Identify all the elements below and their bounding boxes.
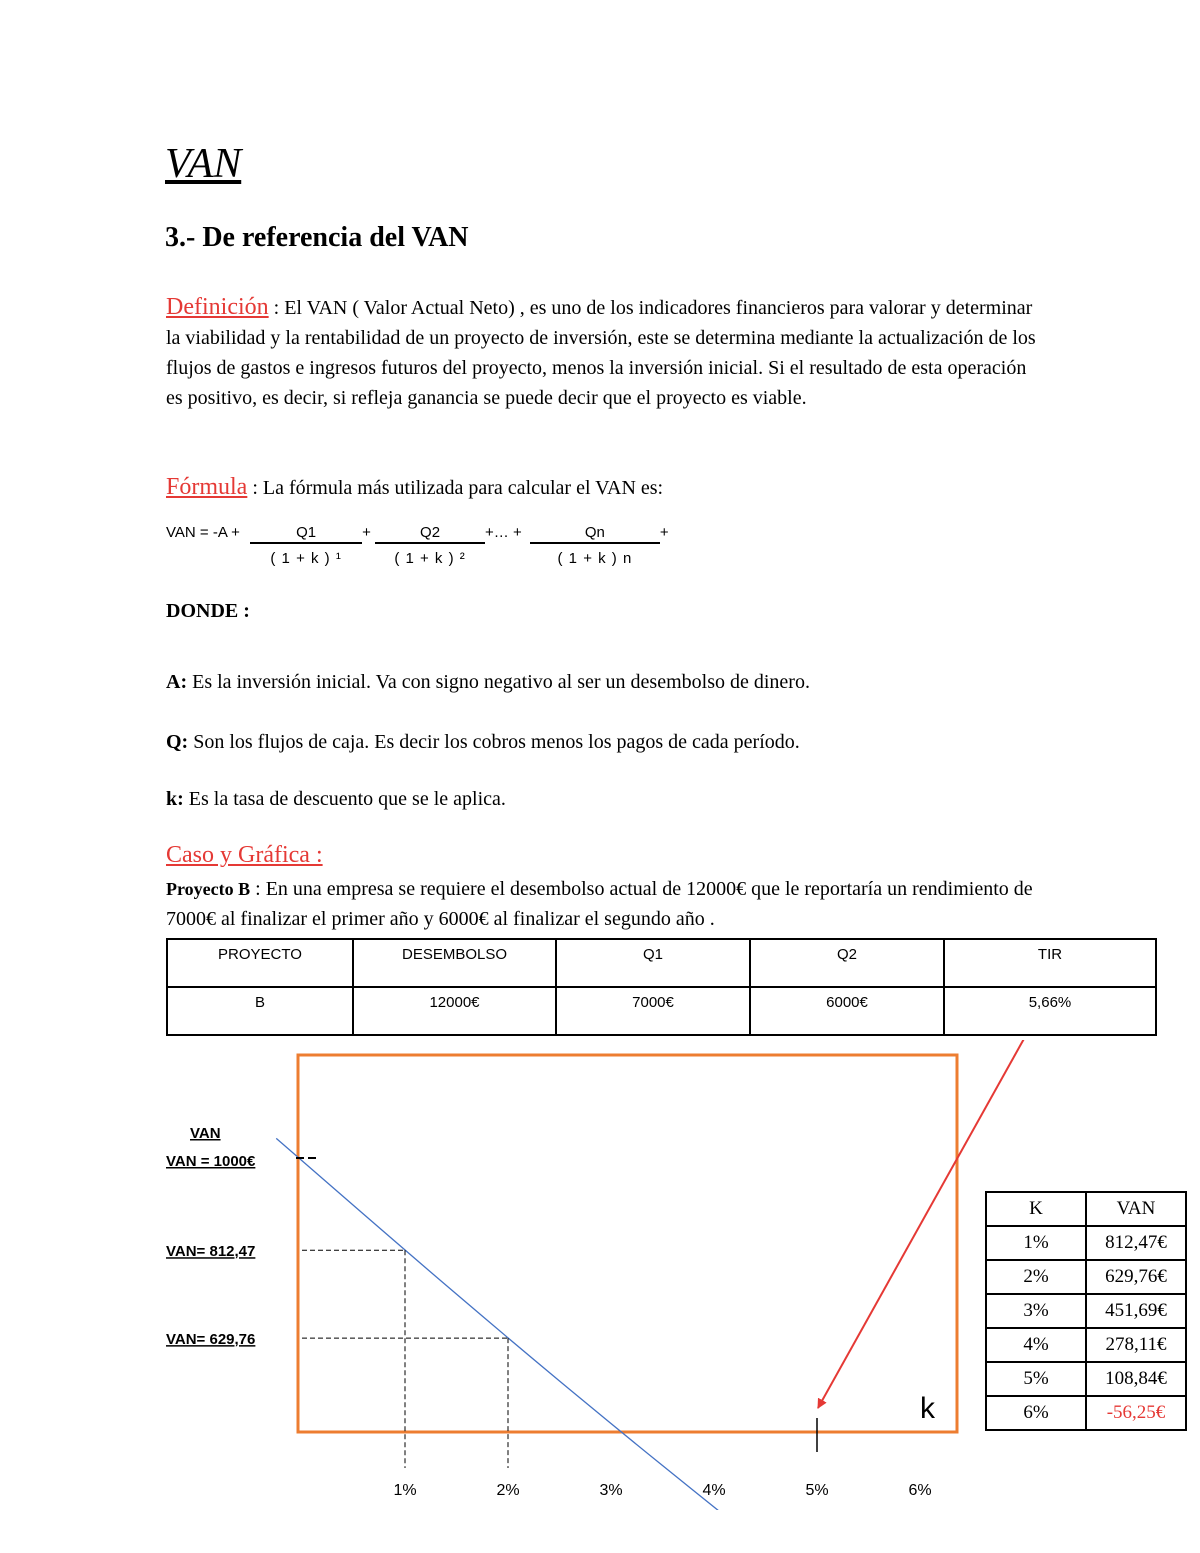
x-tick-label: 5% (805, 1482, 829, 1499)
project-label: Proyecto B (166, 879, 251, 899)
variable-description: Son los flujos de caja. Es decir los cobros menos los pagos de cada período. (188, 731, 800, 753)
table-header-cell: DESEMBOLSO (353, 939, 556, 987)
table-cell: 12000€ (353, 987, 556, 1035)
table-cell: 2% (986, 1260, 1086, 1294)
project-text: : En una empresa se requiere el desembolso actual de 12000€ que le reportaría un rendimiento de 7000€ al finalizar el primer año y 6000€ al finalizar el segundo año . (166, 878, 1033, 930)
x-tick-label: 1% (393, 1482, 417, 1499)
y-axis-label: VAN= 629,76 (166, 1331, 256, 1349)
table-header-row (986, 1192, 1186, 1226)
variable-key: Q: (166, 731, 189, 753)
table-cell: 7000€ (556, 987, 750, 1035)
variable-key: A: (166, 671, 188, 693)
van-curve-line (276, 1138, 913, 1510)
table-cell: 6% (986, 1396, 1086, 1430)
table-row (986, 1226, 1186, 1260)
definition-paragraph (166, 292, 1046, 413)
table-header-cell: Q1 (556, 939, 750, 987)
formula-operator: + (362, 524, 371, 541)
table-cell-van: -56,25€ (1086, 1396, 1186, 1430)
table-row (986, 1328, 1186, 1362)
table-cell: 6000€ (750, 987, 944, 1035)
formula-term-1 (250, 524, 362, 567)
x-tick-label: 6% (908, 1482, 932, 1499)
table-row (986, 1294, 1186, 1328)
formula-numerator: Q2 (375, 524, 485, 544)
y-axis-label: VAN= 812,47 (166, 1243, 256, 1261)
formula-separator: : (247, 477, 263, 499)
table-cell: 4% (986, 1328, 1086, 1362)
case-label: Caso y Gráfica : (166, 842, 323, 868)
x-tick-label: 4% (702, 1482, 726, 1499)
variable-description: Es la tasa de descuento que se le aplica. (183, 788, 506, 810)
x-tick-label: 3% (599, 1482, 623, 1499)
definition-text: El VAN ( Valor Actual Neto) , es uno de los indicadores financieros para valorar y determinar la viabilidad y la rentabilidad de un proyecto de inversión, este se determina mediante la actualización de los flujos de gastos e ingresos futuros del proyecto, menos la inversión inicial. Si el resultado de esta operación es positivo, es decir, si refleja ganancia se puede decir que el proyecto es viable. (166, 297, 1036, 409)
formula-numerator: Qn (530, 524, 660, 544)
x-axis-title: k (920, 1392, 935, 1425)
table-cell: 3% (986, 1294, 1086, 1328)
case-heading (166, 840, 1046, 871)
formula-term-n (530, 524, 660, 567)
formula-intro-text: La fórmula más utilizada para calcular el VAN es: (262, 477, 664, 499)
table-header-cell: Q2 (750, 939, 944, 987)
formula-operator: +… + (485, 524, 522, 541)
table-cell: 1% (986, 1226, 1086, 1260)
table-cell-van: 812,47€ (1086, 1226, 1186, 1260)
table-row (986, 1396, 1186, 1430)
table-header-cell: K (986, 1192, 1086, 1226)
variable-key: k: (166, 788, 184, 810)
table-header-cell: TIR (944, 939, 1156, 987)
definition-item-k (166, 784, 1046, 814)
donde-label: DONDE : (166, 600, 250, 622)
table-row (167, 987, 1156, 1035)
project-table (166, 938, 1157, 1036)
van-table (985, 1191, 1187, 1431)
variable-description: Es la inversión inicial. Va con signo negativo al ser un desembolso de dinero. (187, 671, 810, 693)
definition-separator: : (268, 297, 285, 319)
y-axis-title: VAN (190, 1125, 221, 1142)
table-header-cell: PROYECTO (167, 939, 353, 987)
page-title: VAN (165, 141, 242, 187)
formula-intro (166, 472, 1046, 503)
table-cell-van: 108,84€ (1086, 1362, 1186, 1396)
table-cell-van: 278,11€ (1086, 1328, 1186, 1362)
definition-item-a (166, 667, 1046, 697)
formula-label: Fórmula (166, 474, 248, 500)
formula-term-2 (375, 524, 485, 567)
section-heading: 3.- De referencia del VAN (165, 222, 469, 253)
formula-lhs: VAN = -A + (166, 524, 240, 541)
table-cell-van: 629,76€ (1086, 1260, 1186, 1294)
case-paragraph (166, 874, 1036, 934)
formula-numerator: Q1 (250, 524, 362, 544)
formula-denominator: ( 1 + k ) n (557, 550, 633, 567)
table-cell: B (167, 987, 353, 1035)
van-formula (166, 524, 669, 567)
table-row (986, 1362, 1186, 1396)
formula-denominator: ( 1 + k ) ¹ (270, 550, 342, 567)
table-cell: 5% (986, 1362, 1086, 1396)
definition-item-q (166, 727, 1046, 757)
definition-label: Definición (166, 294, 269, 320)
table-cell-van: 451,69€ (1086, 1294, 1186, 1328)
table-header-cell: VAN (1086, 1192, 1186, 1226)
y-axis-label: VAN = 1000€ (166, 1153, 256, 1170)
table-cell-tir: 5,66% (944, 987, 1156, 1035)
table-row (986, 1260, 1186, 1294)
x-tick-label: 2% (496, 1482, 520, 1499)
formula-operator: + (659, 524, 669, 541)
table-header-row (167, 939, 1156, 987)
formula-denominator: ( 1 + k ) ² (394, 550, 466, 567)
